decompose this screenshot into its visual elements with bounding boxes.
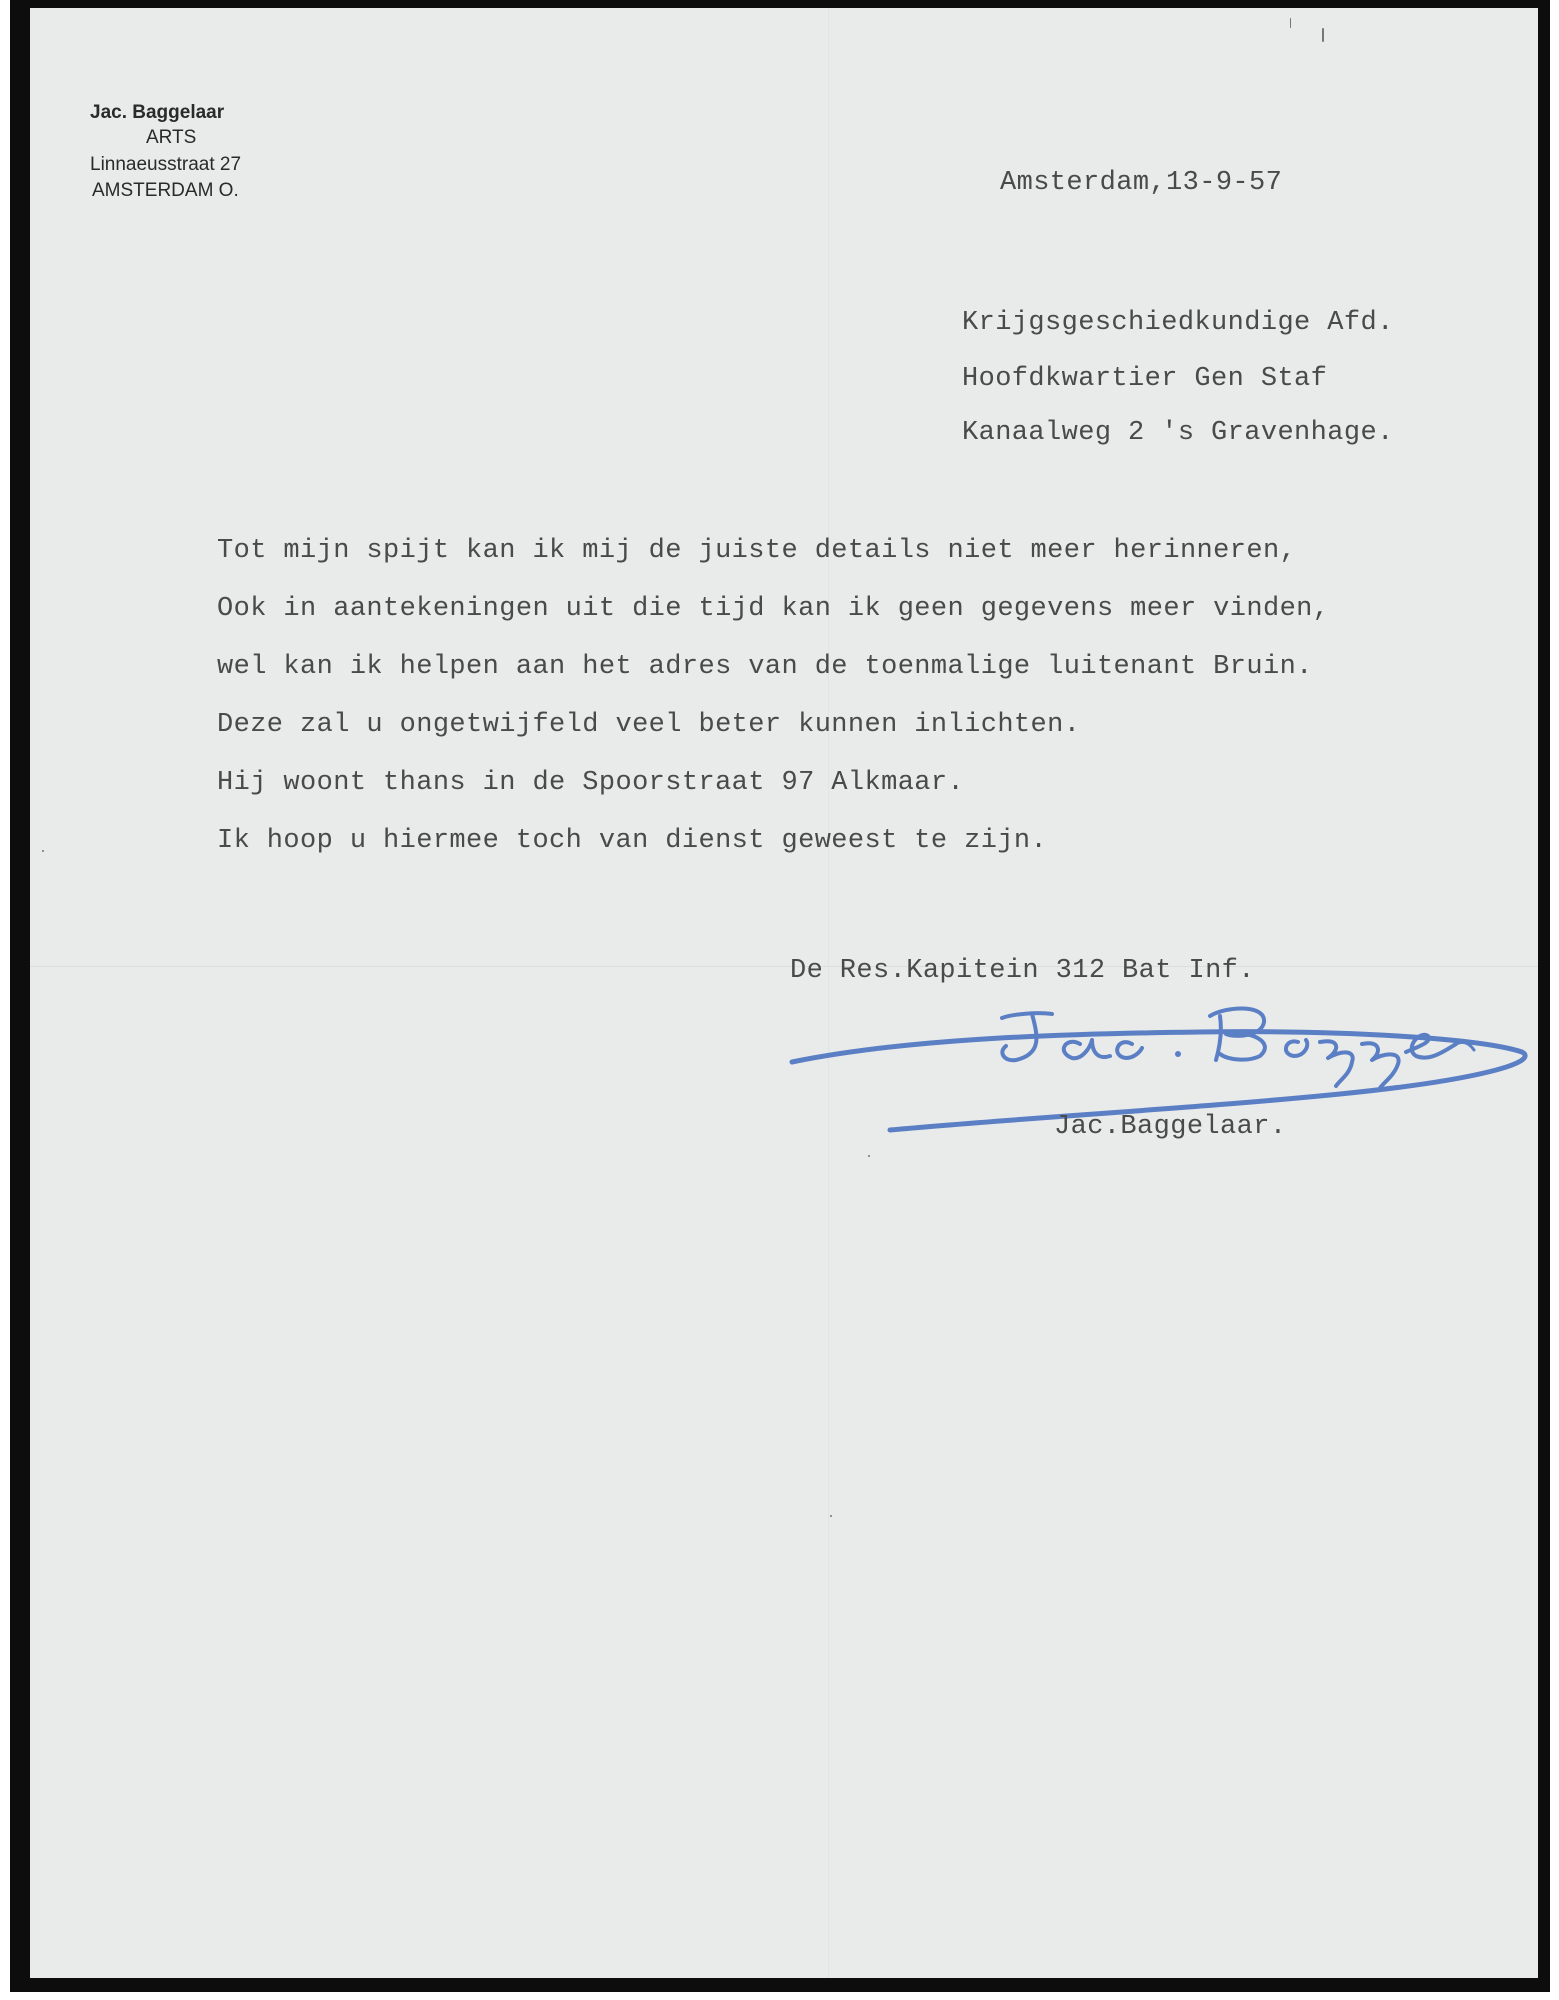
body-line-4: Deze zal u ongetwijfeld veel beter kunnen inlichten. (217, 710, 1081, 740)
letterhead-city: AMSTERDAM O. (92, 180, 239, 201)
body-line-1: Tot mijn spijt kan ik mij de juiste details niet meer herinneren, (217, 536, 1297, 566)
body-line-5: Hij woont thans in de Spoorstraat 97 Alkmaar. (217, 768, 965, 798)
recipient-line-3: Kanaalweg 2 's Gravenhage. (962, 418, 1394, 448)
signer-name: Jac.Baggelaar. (1054, 1112, 1287, 1142)
fold-line-horizontal (30, 966, 1538, 967)
closing-rank: De Res.Kapitein 312 Bat Inf. (790, 956, 1255, 986)
paper-speck (42, 850, 44, 852)
body-line-3: wel kan ik helpen aan het adres van de toenmalige luitenant Bruin. (217, 652, 1313, 682)
paper-mark (1290, 18, 1291, 28)
letter-date: Amsterdam,13-9-57 (1000, 168, 1283, 198)
paper-speck (830, 1515, 832, 1517)
recipient-line-1: Krijgsgeschiedkundige Afd. (962, 308, 1394, 338)
body-line-6: Ik hoop u hiermee toch van dienst geweest te zijn. (217, 826, 1048, 856)
letterhead-profession: ARTS (146, 127, 197, 148)
letterhead-street: Linnaeusstraat 27 (90, 154, 242, 175)
paper-speck (868, 1155, 870, 1157)
letterhead-name: Jac. Baggelaar (90, 102, 225, 123)
body-line-2: Ook in aantekeningen uit die tijd kan ik geen gegevens meer vinden, (217, 594, 1330, 624)
paper-mark (1322, 28, 1324, 42)
recipient-line-2: Hoofdkwartier Gen Staf (962, 364, 1328, 394)
